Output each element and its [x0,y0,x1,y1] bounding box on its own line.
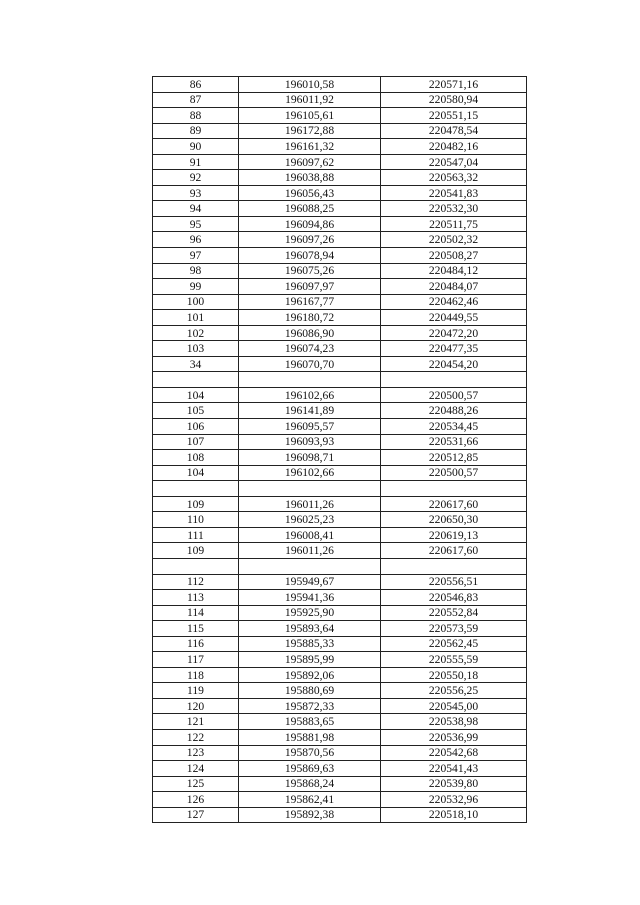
table-row [153,527,527,543]
table-row [153,294,527,310]
y-coordinate-cell: 220552,84 [381,605,527,621]
x-coordinate-cell: 195895,99 [239,652,381,668]
x-coordinate-cell: 196097,97 [239,279,381,295]
table-row [153,325,527,341]
x-coordinate-cell: 195941,36 [239,590,381,606]
y-coordinate-cell: 220531,66 [381,434,527,450]
y-coordinate-cell: 220555,59 [381,652,527,668]
y-coordinate-cell: 220547,04 [381,154,527,170]
table-row [153,543,527,559]
y-coordinate-cell: 220478,54 [381,123,527,139]
x-coordinate-cell: 195893,64 [239,621,381,637]
coordinates-table-body [153,77,527,823]
point-number-cell: 88 [153,108,239,124]
table-row [153,403,527,419]
y-coordinate-cell: 220541,83 [381,185,527,201]
y-coordinate-cell: 220508,27 [381,248,527,264]
table-row [153,652,527,668]
point-number-cell [153,558,239,574]
x-coordinate-cell: 195885,33 [239,636,381,652]
y-coordinate-cell [381,372,527,388]
x-coordinate-cell: 196102,66 [239,465,381,481]
point-number-cell: 98 [153,263,239,279]
table-row [153,729,527,745]
y-coordinate-cell: 220462,46 [381,294,527,310]
table-row [153,123,527,139]
table-row [153,387,527,403]
table-row [153,356,527,372]
x-coordinate-cell [239,558,381,574]
point-number-cell [153,481,239,497]
point-number-cell: 122 [153,729,239,745]
table-row [153,574,527,590]
point-number-cell: 113 [153,590,239,606]
x-coordinate-cell: 195870,56 [239,745,381,761]
point-number-cell: 110 [153,512,239,528]
y-coordinate-cell: 220617,60 [381,543,527,559]
point-number-cell: 97 [153,248,239,264]
point-number-cell: 96 [153,232,239,248]
table-row [153,761,527,777]
y-coordinate-cell: 220449,55 [381,310,527,326]
table-row [153,108,527,124]
table-row [153,154,527,170]
y-coordinate-cell: 220502,32 [381,232,527,248]
point-number-cell: 117 [153,652,239,668]
point-number-cell: 125 [153,776,239,792]
x-coordinate-cell [239,481,381,497]
table-row [153,792,527,808]
x-coordinate-cell: 196141,89 [239,403,381,419]
x-coordinate-cell: 196088,25 [239,201,381,217]
table-row [153,698,527,714]
x-coordinate-cell: 195862,41 [239,792,381,808]
point-number-cell: 123 [153,745,239,761]
table-row [153,807,527,823]
point-number-cell: 115 [153,621,239,637]
point-number-cell: 124 [153,761,239,777]
y-coordinate-cell: 220617,60 [381,496,527,512]
y-coordinate-cell [381,481,527,497]
x-coordinate-cell: 196102,66 [239,387,381,403]
y-coordinate-cell: 220511,75 [381,216,527,232]
point-number-cell: 104 [153,387,239,403]
point-number-cell: 109 [153,496,239,512]
table-row [153,590,527,606]
y-coordinate-cell: 220573,59 [381,621,527,637]
x-coordinate-cell [239,372,381,388]
table-row [153,512,527,528]
table-row [153,232,527,248]
y-coordinate-cell: 220580,94 [381,92,527,108]
x-coordinate-cell: 196097,26 [239,232,381,248]
table-row [153,667,527,683]
x-coordinate-cell: 195925,90 [239,605,381,621]
point-number-cell: 103 [153,341,239,357]
y-coordinate-cell: 220500,57 [381,465,527,481]
x-coordinate-cell: 196011,26 [239,543,381,559]
x-coordinate-cell: 195869,63 [239,761,381,777]
x-coordinate-cell: 196056,43 [239,185,381,201]
x-coordinate-cell: 196097,62 [239,154,381,170]
table-row [153,341,527,357]
table-row [153,92,527,108]
x-coordinate-cell: 196093,93 [239,434,381,450]
x-coordinate-cell: 196025,23 [239,512,381,528]
table-row [153,263,527,279]
point-number-cell: 121 [153,714,239,730]
point-number-cell: 116 [153,636,239,652]
y-coordinate-cell: 220532,30 [381,201,527,217]
y-coordinate-cell: 220512,85 [381,450,527,466]
x-coordinate-cell: 196010,58 [239,77,381,93]
point-number-cell: 101 [153,310,239,326]
table-row [153,745,527,761]
y-coordinate-cell: 220546,83 [381,590,527,606]
point-number-cell: 94 [153,201,239,217]
y-coordinate-cell: 220562,45 [381,636,527,652]
y-coordinate-cell: 220556,51 [381,574,527,590]
table-row [153,201,527,217]
point-number-cell: 119 [153,683,239,699]
x-coordinate-cell: 196105,61 [239,108,381,124]
table-row [153,621,527,637]
table-row [153,683,527,699]
point-number-cell: 92 [153,170,239,186]
point-number-cell: 91 [153,154,239,170]
table-row [153,372,527,388]
y-coordinate-cell: 220472,20 [381,325,527,341]
x-coordinate-cell: 196094,86 [239,216,381,232]
y-coordinate-cell: 220454,20 [381,356,527,372]
y-coordinate-cell: 220484,07 [381,279,527,295]
y-coordinate-cell: 220556,25 [381,683,527,699]
x-coordinate-cell: 196095,57 [239,419,381,435]
x-coordinate-cell: 196008,41 [239,527,381,543]
x-coordinate-cell: 196011,92 [239,92,381,108]
x-coordinate-cell: 196172,88 [239,123,381,139]
table-row [153,77,527,93]
table-row [153,496,527,512]
y-coordinate-cell: 220563,32 [381,170,527,186]
point-number-cell: 34 [153,356,239,372]
point-number-cell: 104 [153,465,239,481]
table-row [153,185,527,201]
y-coordinate-cell: 220545,00 [381,698,527,714]
y-coordinate-cell: 220619,13 [381,527,527,543]
table-row [153,450,527,466]
x-coordinate-cell: 195880,69 [239,683,381,699]
x-coordinate-cell: 196098,71 [239,450,381,466]
y-coordinate-cell: 220488,26 [381,403,527,419]
x-coordinate-cell: 196038,88 [239,170,381,186]
y-coordinate-cell: 220541,43 [381,761,527,777]
x-coordinate-cell: 196070,70 [239,356,381,372]
y-coordinate-cell [381,558,527,574]
x-coordinate-cell: 196180,72 [239,310,381,326]
point-number-cell: 114 [153,605,239,621]
point-number-cell: 105 [153,403,239,419]
table-row [153,139,527,155]
table-row [153,248,527,264]
table-row [153,776,527,792]
point-number-cell: 111 [153,527,239,543]
point-number-cell: 100 [153,294,239,310]
y-coordinate-cell: 220538,98 [381,714,527,730]
table-row [153,605,527,621]
table-row [153,481,527,497]
point-number-cell: 126 [153,792,239,808]
x-coordinate-cell: 196086,90 [239,325,381,341]
y-coordinate-cell: 220518,10 [381,807,527,823]
y-coordinate-cell: 220536,99 [381,729,527,745]
y-coordinate-cell: 220650,30 [381,512,527,528]
table-row [153,465,527,481]
table-row [153,714,527,730]
x-coordinate-cell: 196074,23 [239,341,381,357]
point-number-cell: 118 [153,667,239,683]
table-row [153,216,527,232]
table-row [153,558,527,574]
point-number-cell: 120 [153,698,239,714]
y-coordinate-cell: 220534,45 [381,419,527,435]
y-coordinate-cell: 220482,16 [381,139,527,155]
x-coordinate-cell: 195883,65 [239,714,381,730]
point-number-cell: 127 [153,807,239,823]
x-coordinate-cell: 196011,26 [239,496,381,512]
x-coordinate-cell: 196161,32 [239,139,381,155]
point-number-cell: 90 [153,139,239,155]
x-coordinate-cell: 195881,98 [239,729,381,745]
x-coordinate-cell: 196075,26 [239,263,381,279]
point-number-cell: 99 [153,279,239,295]
table-row [153,419,527,435]
point-number-cell: 109 [153,543,239,559]
point-number-cell: 86 [153,77,239,93]
x-coordinate-cell: 196078,94 [239,248,381,264]
point-number-cell: 102 [153,325,239,341]
y-coordinate-cell: 220539,80 [381,776,527,792]
y-coordinate-cell: 220484,12 [381,263,527,279]
y-coordinate-cell: 220542,68 [381,745,527,761]
x-coordinate-cell: 195892,06 [239,667,381,683]
table-row [153,170,527,186]
y-coordinate-cell: 220477,35 [381,341,527,357]
table-row [153,310,527,326]
point-number-cell: 112 [153,574,239,590]
x-coordinate-cell: 195868,24 [239,776,381,792]
x-coordinate-cell: 195892,38 [239,807,381,823]
point-number-cell: 106 [153,419,239,435]
coordinates-table [152,76,527,823]
x-coordinate-cell: 196167,77 [239,294,381,310]
x-coordinate-cell: 195872,33 [239,698,381,714]
table-row [153,279,527,295]
y-coordinate-cell: 220551,15 [381,108,527,124]
point-number-cell: 87 [153,92,239,108]
y-coordinate-cell: 220532,96 [381,792,527,808]
point-number-cell: 95 [153,216,239,232]
x-coordinate-cell: 195949,67 [239,574,381,590]
point-number-cell: 89 [153,123,239,139]
point-number-cell: 107 [153,434,239,450]
table-row [153,636,527,652]
table-row [153,434,527,450]
point-number-cell [153,372,239,388]
y-coordinate-cell: 220500,57 [381,387,527,403]
y-coordinate-cell: 220571,16 [381,77,527,93]
point-number-cell: 93 [153,185,239,201]
point-number-cell: 108 [153,450,239,466]
y-coordinate-cell: 220550,18 [381,667,527,683]
